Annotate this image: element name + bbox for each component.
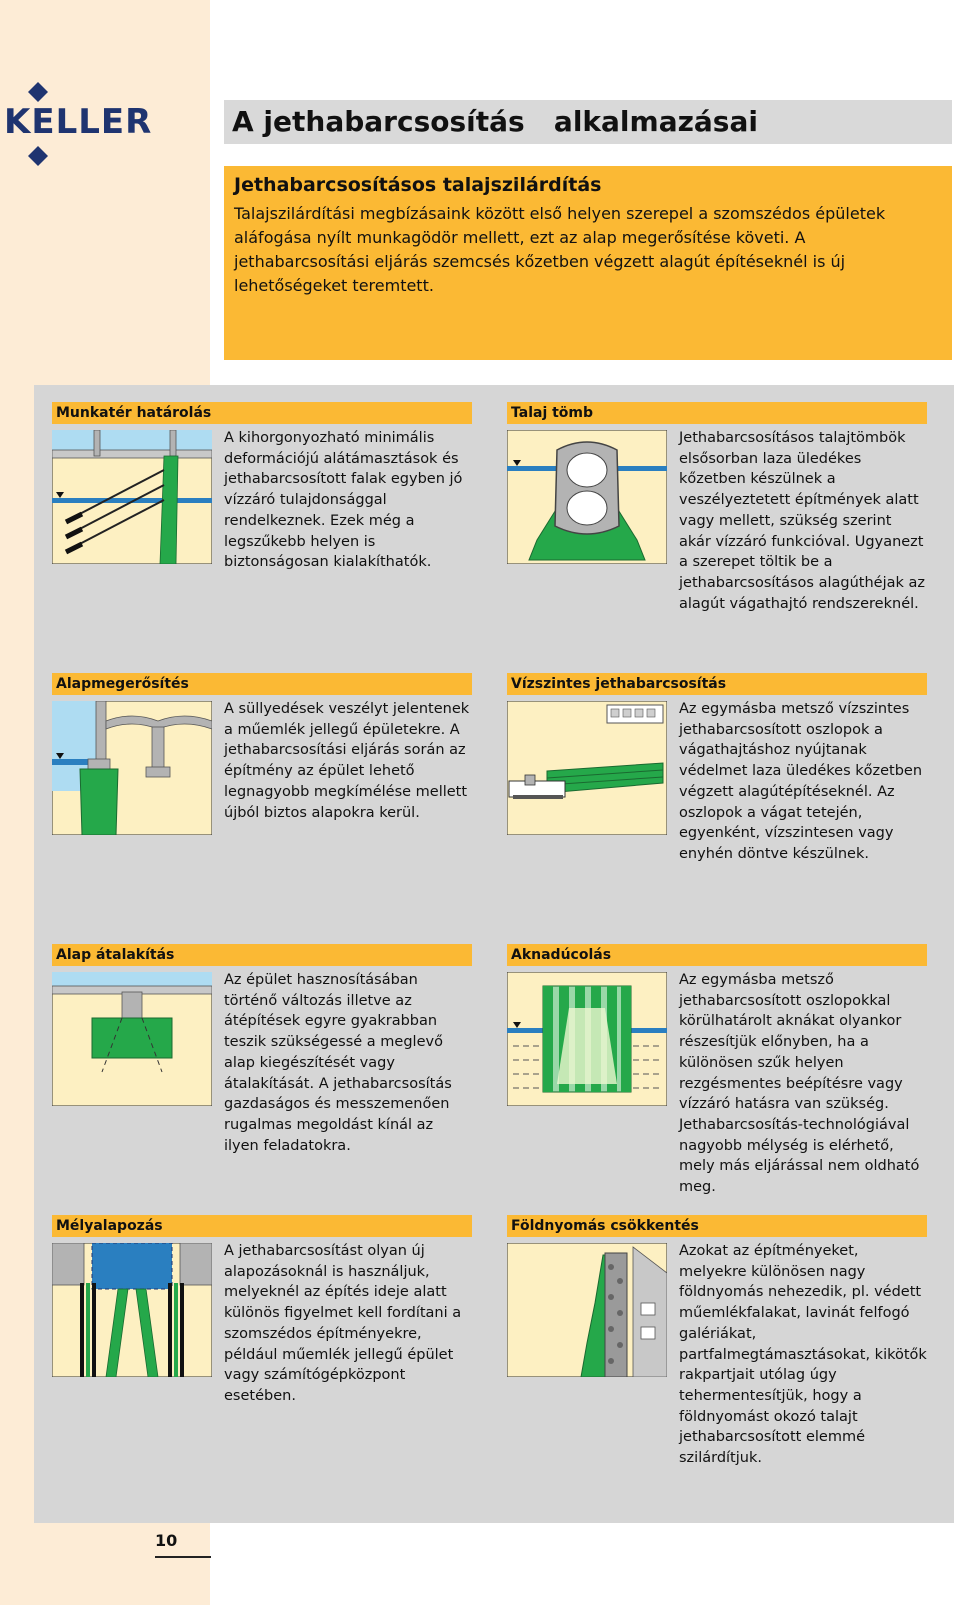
section-title: Talaj tömb xyxy=(507,402,927,424)
section-text: Az épület hasznosításában történő változás illetve az átépítések egyre gyakrabban teszik szükségessé a meglevő alap kiegészítését vagy átalakítását. A jethabarcsosítás gazdaságos és messzemenően rugalmas megoldást kínál az ilyen feladatokra. xyxy=(224,972,452,1154)
section-talaj-tomb xyxy=(507,402,927,652)
section-text: Azokat az építményeket, melyekre különösen nagy földnyomás nehezedik, pl. védett műemlékfalakat, lavinát felfogó galériákat, partfalmegtámasztásokat, kikötők rakpartjait utólag úgy tehermentesítjük, hogy a földnyomást okozó talajt jethabarcsosított elemmé szilárdítjuk. xyxy=(679,1243,927,1467)
page-number-underline xyxy=(155,1556,211,1558)
deep-foundation-diagram-icon xyxy=(52,1243,212,1377)
section-text: Jethabarcsosításos talajtömbök elsősorban laza üledékes kőzetben készülnek a veszélyeztetett építmények alatt vagy mellett, szükség szerint akár vízzáró funkcióval. Ugyanezt a szerepet töltik be a jethabarcsosításos alagúthéjak az alagút vágathajtó rendszereknél. xyxy=(679,430,925,612)
section-munkater-hatarolas xyxy=(52,402,472,652)
section-text: A kihorgonyozható minimális deformációjú alátámasztások és jethabarcsosított falak egyben jó vízzáró tulajdonsággal rendelkeznek. Ezek még a legszűkebb helyen is biztonságosan kialakíthatók. xyxy=(224,430,463,571)
section-vizszintes-jethabarcsositas xyxy=(507,673,927,923)
section-text: A jethabarcsosítást olyan új alapozásoknál is használjuk, melyeknél az építés ideje alatt különös figyelmet kell fordítani a szomszédos építményekre, például műemlék jellegű épület vagy számítógépközpont esetében. xyxy=(224,1243,462,1404)
keller-logo xyxy=(0,82,170,166)
logo-wordmark: KELLER xyxy=(4,102,153,142)
section-alapmegerosites xyxy=(52,673,472,923)
section-text: A süllyedések veszélyt jelentenek a műemlék jellegű épületekre. A jethabarcsosítási eljárás során az építmény az épület lehető legnagyobb megkímélése mellett újból biztos alapokra kerül. xyxy=(224,701,470,821)
soil-block-diagram-icon xyxy=(507,430,667,564)
horizontal-jet-grouting-diagram-icon xyxy=(507,701,667,835)
page-title-bar xyxy=(224,100,952,144)
shaft-support-diagram-icon xyxy=(507,972,667,1106)
section-title: Alap átalakítás xyxy=(52,944,472,966)
section-title: Mélyalapozás xyxy=(52,1215,472,1237)
section-title: Vízszintes jethabarcsosítás xyxy=(507,673,927,695)
section-aknaducolas xyxy=(507,944,927,1194)
section-title: Alapmegerősítés xyxy=(52,673,472,695)
section-title: Földnyomás csökkentés xyxy=(507,1215,927,1237)
section-title: Munkatér határolás xyxy=(52,402,472,424)
foundation-reinforcement-diagram-icon xyxy=(52,701,212,835)
section-text: Az egymásba metsző vízszintes jethabarcsosított oszlopok a vágathajtáshoz nyújtanak védelmet laza üledékes kőzetben végzett alagútépítéseknél. Az oszlopok a vágat tetején, egyenként, vízszintesen vagy enyhén döntve készülnek. xyxy=(679,701,923,862)
section-text: Az egymásba metsző jethabarcsosított oszlopokkal körülhatárolt aknákat olyankor részesítjük előnyben, ha a különösen szűk helyen rezgésmentes beépítésre vagy vízzáró hatásra van szükség. Jethabarcsosítás-technológiával nagyobb mélység is elérhető, mely más eljárással nem oldható meg. xyxy=(679,972,920,1196)
retaining-wall-diagram-icon xyxy=(52,430,212,564)
section-title: Aknadúcolás xyxy=(507,944,927,966)
page-title: A jethabarcsosítás alkalmazásai xyxy=(232,105,758,138)
earth-pressure-reduction-diagram-icon xyxy=(507,1243,667,1377)
section-melyalapozas xyxy=(52,1215,472,1465)
section-foldnyomas-csokkentes xyxy=(507,1215,927,1465)
intro-text: Talajszilárdítási megbízásaink között első helyen szerepel a szomszédos épületek aláfogása nyílt munkagödör mellett, ezt az alap megerősítése követi. A jethabarcsosítási eljárás szemcsés kőzetben végzett alagút építéseknél is új lehetőségeket teremtett. xyxy=(234,204,886,295)
page-number: 10 xyxy=(155,1531,178,1550)
foundation-conversion-diagram-icon xyxy=(52,972,212,1106)
intro-heading: Jethabarcsosításos talajszilárdítás xyxy=(234,174,602,196)
intro-box xyxy=(224,166,952,360)
section-alap-atalakitas xyxy=(52,944,472,1194)
